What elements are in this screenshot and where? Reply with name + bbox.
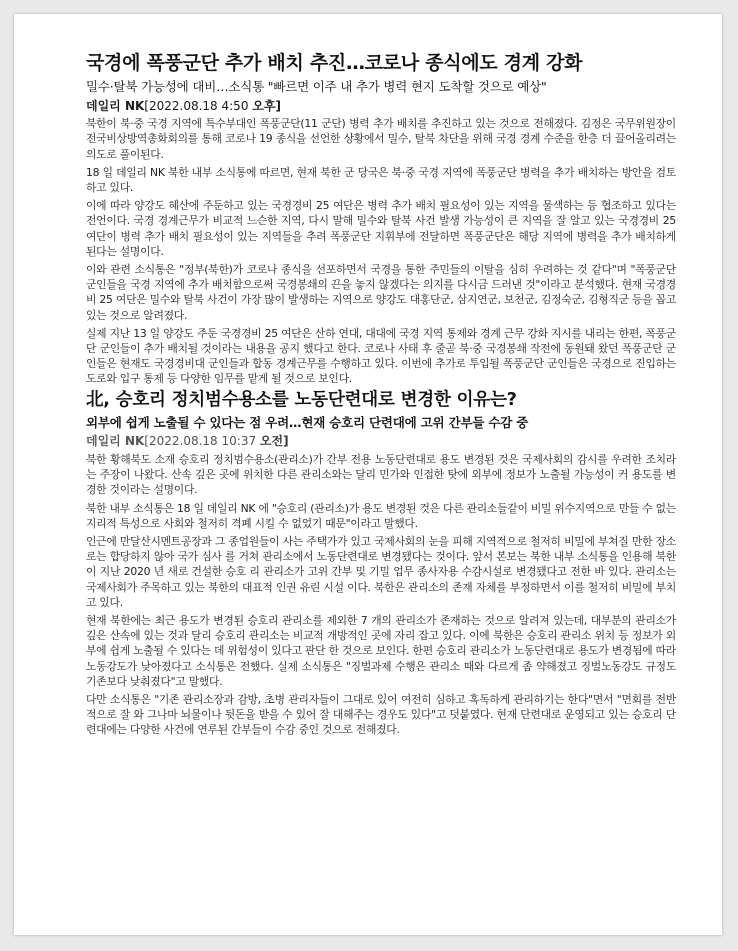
- article-1: [86, 52, 676, 387]
- article-1-ampm: 오후]: [252, 98, 281, 113]
- article-1-byline: [86, 99, 676, 115]
- article-1-subtitle: 밀수·탈북 가능성에 대비…소식통 "빠르면 이주 내 추가 병력 현지 도착할 것으로 예상": [86, 78, 547, 94]
- article-2-paragraph: 북한 황해북도 소재 승호리 정치범수용소(관리소)가 간부 전용 노동단련대로 용도 변경된 것은 국제사회의 감시를 우려한 조치라는 주장이 나왔다. 산속 깊은 곳에 위치한 다른 관리소와는 달리 민가와 인접한 탓에 외부에 정보가 노출될 가능성이 커 용도를 변경한 것이라는 설명이다.: [86, 453, 676, 497]
- article-2-date: [2022.08.18 10:37: [144, 434, 257, 449]
- article-1-paragraph: 북한이 북·중 국경 지역에 특수부대인 폭풍군단(11 군단) 병력 추가 배치를 추진하고 있는 것으로 전해졌다. 김정은 국무위원장이 전국비상방역총화회의를 통해 코로나 19 종식을 선언한 상황에서 밀수, 탈북 차단을 위해 국경 경계 수준을 한층 더 끌어올리려는 의도로 풀이된다.: [86, 117, 676, 161]
- article-1-paragraph: 이와 관련 소식통은 "정부(북한)가 코로나 종식을 선포하면서 국경을 통한 주민들의 이탈을 심히 우려하는 것 같다"며 "폭풍군단 군인들을 국경 지역에 추가 배치함으로써 국경봉쇄의 끈을 놓지 않겠다는 의지를 다시금 드러낸 것"이라고 분석했다. 현재 국경경비 25 여단은 밀수와 탈북 사건이 가장 많이 발생하는 지역으로 양강도 대홍단군, 삼지연군, 보천군, 김정숙군, 김형직군 등을 꼽고 있는 것으로 알려졌다.: [86, 263, 676, 322]
- article-2-ampm: 오전]: [259, 434, 289, 449]
- article-2-paragraph: 다만 소식통은 "기존 관리소장과 감방, 초병 관리자들이 그대로 있어 여전히 심하고 혹독하게 관리하기는 한다"면서 "면회를 전반적으로 잘 와 그나마 뇌물이나 뒷돈을 받을 수 있어 잘 대해주는 경우도 있다"고 덧붙였다. 현재 단련대로 운영되고 있는 승호리 단련대에는 다양한 사건에 연루된 간부들이 수감 중인 것으로 전해졌다.: [86, 693, 676, 737]
- article-1-source: 데일리 NK: [86, 98, 145, 113]
- article-1-title: 국경에 폭풍군단 추가 배치 추진…코로나 종식에도 경계 강화: [86, 52, 583, 74]
- document-content: [86, 52, 676, 741]
- article-2-subtitle: 외부에 쉽게 노출될 수 있다는 점 우려…현재 승호리 단련대에 고위 간부들 수감 중: [86, 414, 529, 430]
- document-page: [14, 14, 722, 935]
- article-2: [86, 390, 676, 738]
- article-2-paragraph: 현재 북한에는 최근 용도가 변경된 승호리 관리소를 제외한 7 개의 관리소가 존재하는 것으로 알려져 있는데, 대부분의 관리소가 깊은 산속에 있는 것과 달리 승호리 관리소는 비교적 개방적인 곳에 자리 잡고 있다. 이에 북한은 승호리 관리소 위치 등 정보가 외부에 쉽게 노출될 수 있다는 데 위험성이 있다고 판단 한 것으로 보인다. 한편 승호리 관리소가 노동단련대로 용도가 변경됨에 따라 노동강도가 낮아졌다고 소식통은 전했다. 실제 소식통은 "징벌과제 수행은 관리소 때와 다르게 좀 약해졌고 징벌노동강도 규정도 기존보다 낮춰졌다"고 말했다.: [86, 614, 676, 688]
- article-2-paragraph: 인근에 만달산시멘트공장과 그 종업원들이 사는 주택가가 있고 국제사회의 눈을 피해 지역적으로 철저히 비밀에 부쳐질 만한 장소로는 합당하지 않아 국가 심사 를 거쳐 관리소에서 노동단련대로 변경됐다는 것이다. 앞서 본보는 북한 내부 소식통을 인용해 북한이 지난 2020 년 새로 건설한 승호 리 관리소가 고위 간부 및 기밀 업무 종사자용 수감시설로 변경됐다고 전한 바 있다. 관리소는 국제사회가 주목하고 있는 북한의 대표적 인권 유린 시설 이다. 북한은 관리소의 존재 자체를 부정하면서 이를 철저히 비밀에 부치고 있다.: [86, 535, 676, 609]
- article-2-paragraph: 북한 내부 소식통은 18 일 데일리 NK 에 "승호리 (관리소)가 용도 변경된 것은 다른 관리소들같이 비밀 위수지역으로 만들 수 없는 지리적 특성으로 사회와 철저히 격폐 시킬 수 없었기 때문"이라고 말했다.: [86, 501, 676, 530]
- article-1-paragraph: 실제 지난 13 일 양강도 주둔 국경경비 25 여단은 산하 연대, 대대에 국경 지역 통제와 경계 근무 강화 지시를 내리는 한편, 폭풍군단 군인들이 추가 배치될 것이라는 내용을 공지 했다고 한다. 코로나 사태 후 줄곧 북·중 국경봉쇄 작전에 동원돼 왔던 폭풍군단 군인들은 현재도 국경경비대 군인들과 합동 경계근무를 수행하고 있다. 이번에 추가로 투입될 폭풍군단 군인들은 국경으로 진입하는 도로와 입구 통제 등 다양한 임무를 맡게 될 것으로 보인다.: [86, 326, 676, 386]
- article-2-title: 北, 승호리 정치범수용소를 노동단련대로 변경한 이유는?: [86, 389, 517, 410]
- article-1-date: [2022.08.18 4:50: [144, 98, 249, 113]
- article-1-paragraph: 18 일 데일리 NK 북한 내부 소식통에 따르면, 현재 북한 군 당국은 북·중 국경 지역에 폭풍군단 병력을 추가 배치하는 방안을 검토하고 있다.: [86, 165, 676, 195]
- article-2-byline: [86, 434, 676, 450]
- article-2-source: 데일리 NK: [86, 434, 145, 449]
- article-1-paragraph: 이에 따라 양강도 혜산에 주둔하고 있는 국경경비 25 여단은 병력 추가 배치 필요성이 있는 지역을 물색하는 등 협조하고 있다는 전언이다. 국경 경계근무가 비교적 느슨한 지역, 다시 말해 밀수와 탈북 사건 발생 가능성이 큰 지역을 잘 알고 있는 국경경비 25 여단이 병력 추가 배치 필요성이 있는 지역들을 추려 폭풍군단 지휘부에 전달하면 폭풍군단은 해당 지역에 병력을 추가 배치하게 된다는 설명이다.: [86, 199, 676, 258]
